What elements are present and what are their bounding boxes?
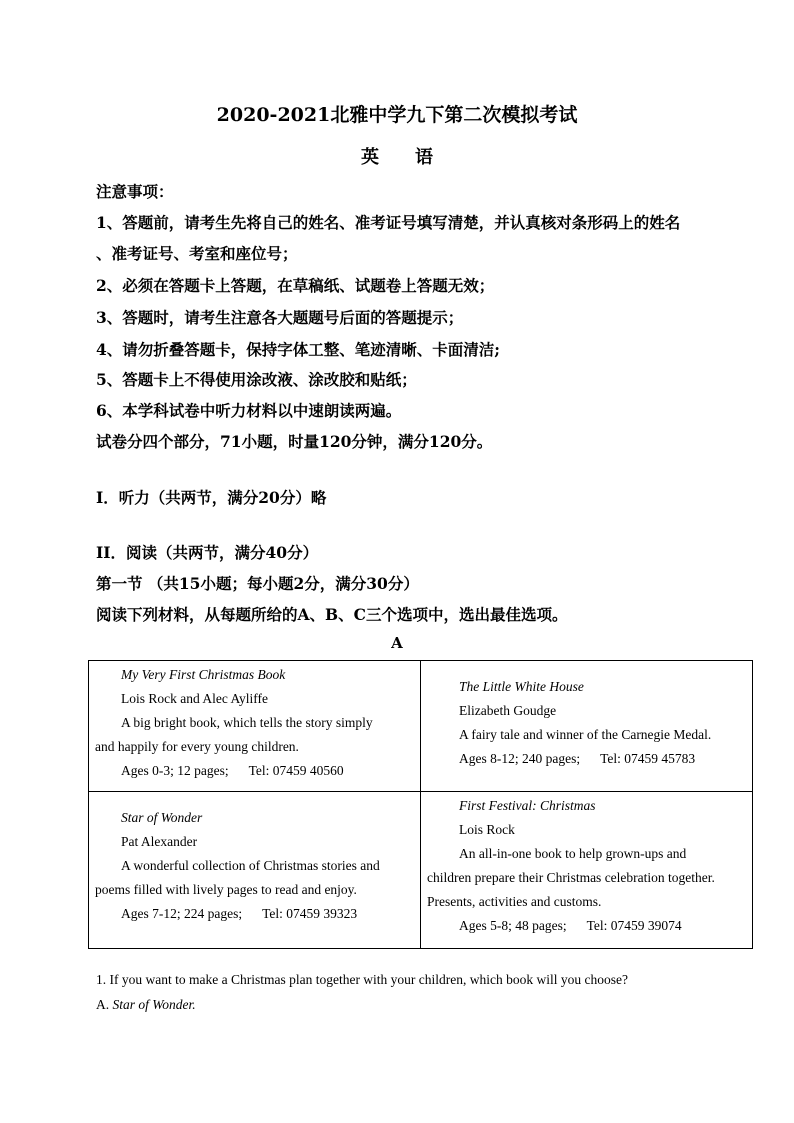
section-listening: I．听力（共两节，满分20分）略 xyxy=(96,488,327,507)
question-option-a xyxy=(96,997,196,1013)
note-item: 2、必须在答题卡上答题，在草稿纸、试题卷上答题无效； xyxy=(96,276,495,295)
book-title: My Very First Christmas Book xyxy=(121,667,286,682)
book-info: Ages 5-8; 48 pages; Tel: 07459 39074 xyxy=(459,918,682,933)
exam-summary: 试卷分四个部分，71小题，时量120分钟，满分120分。 xyxy=(96,432,493,451)
book-cell xyxy=(421,792,753,949)
book-author: Lois Rock xyxy=(459,822,515,837)
book-author: Lois Rock and Alec Ayliffe xyxy=(121,691,268,706)
book-info: Ages 8-12; 240 pages; Tel: 07459 45783 xyxy=(459,751,696,766)
part1-heading: 第一节 （共15小题；每小题2分，满分30分） xyxy=(96,574,419,593)
subject-title: 英 语 xyxy=(361,147,433,168)
book-title: First Festival: Christmas xyxy=(459,798,596,813)
book-table xyxy=(88,660,753,949)
note-item: 4、请勿折叠答题卡，保持字体工整、笔迹清晰、卡面清洁; xyxy=(96,340,501,359)
book-description: and happily for every young children. xyxy=(95,739,299,754)
book-title: The Little White House xyxy=(459,679,584,694)
book-description: poems filled with lively pages to read and enjoy. xyxy=(95,882,357,897)
book-title: Star of Wonder xyxy=(121,810,203,825)
option-letter: A. xyxy=(96,997,113,1012)
book-author: Pat Alexander xyxy=(121,834,198,849)
book-info: Ages 7-12; 224 pages; Tel: 07459 39323 xyxy=(121,906,358,921)
book-description: A wonderful collection of Christmas stories and xyxy=(121,858,380,873)
book-info: Ages 0-3; 12 pages; Tel: 07459 40560 xyxy=(121,763,344,778)
note-item: 6、本学科试卷中听力材料以中速朗读两遍。 xyxy=(96,401,402,420)
book-description: Presents, activities and customs. xyxy=(427,894,602,909)
book-cell xyxy=(421,661,753,792)
note-item: 、准考证号、考室和座位号； xyxy=(96,244,298,263)
passage-label: A xyxy=(391,634,403,652)
book-author: Elizabeth Goudge xyxy=(459,703,557,718)
question-stem: 1. If you want to make a Christmas plan together with your children, which book will you choose? xyxy=(96,972,629,987)
note-item: 1、答题前，请考生先将自己的姓名、准考证号填写清楚，并认真核对条形码上的姓名 xyxy=(96,213,681,232)
book-description: children prepare their Christmas celebration together. xyxy=(427,870,715,885)
book-description: An all-in-one book to help grown-ups and xyxy=(459,846,687,861)
book-cell xyxy=(89,792,421,949)
note-item: 5、答题卡上不得使用涂改液、涂改胶和贴纸； xyxy=(96,370,417,389)
book-cell xyxy=(89,661,421,792)
note-item: 3、答题时，请考生注意各大题题号后面的答题提示； xyxy=(96,308,464,327)
book-description: A big bright book, which tells the story simply xyxy=(121,715,373,730)
book-description: A fairy tale and winner of the Carnegie Medal. xyxy=(459,727,712,742)
reading-instruction: 阅读下列材料，从每题所给的A、B、C三个选项中，选出最佳选项。 xyxy=(96,605,568,624)
option-text: Star of Wonder. xyxy=(112,997,196,1012)
exam-title: 2020-2021北雅中学九下第二次模拟考试 xyxy=(216,104,578,126)
section-reading: II．阅读（共两节，满分40分） xyxy=(96,543,319,562)
notes-heading: 注意事项： xyxy=(96,182,174,201)
